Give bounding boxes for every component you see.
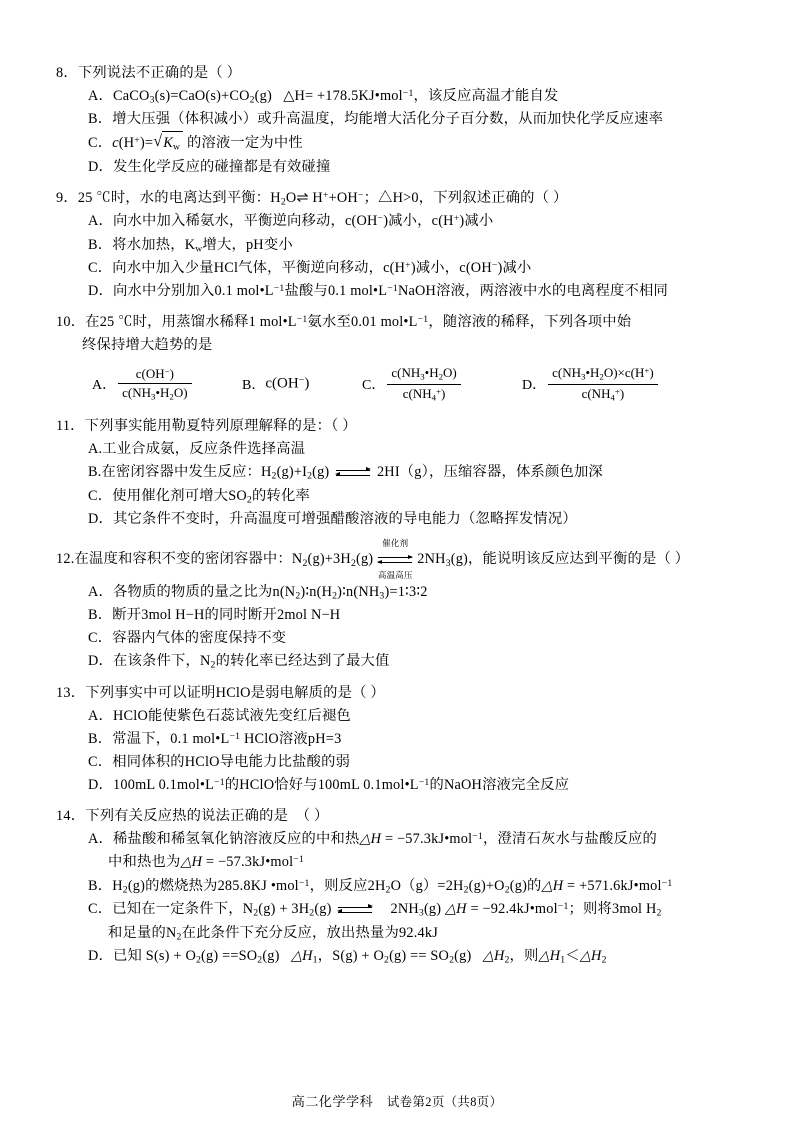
option-b-expr: c(OH−) — [265, 375, 310, 392]
option-a: A．$CaCO_3(s)=CaO(s)+CO_2(g)$ △H= +178.5KJ•mol$^{-1}$，该反应高温才能自发 — [88, 87, 559, 106]
fraction — [118, 366, 191, 403]
question-11 — [56, 415, 746, 531]
option-c — [362, 365, 522, 403]
catalyst-condition-arrow — [375, 539, 415, 581]
math-options-row — [56, 365, 746, 403]
option-a-label: A． — [92, 378, 117, 394]
option-a — [92, 366, 242, 403]
option-d: D．发生化学反应的碰撞都是有效碰撞 — [88, 158, 331, 175]
page-footer — [0, 1091, 794, 1110]
option-d: D．100mL $0.1mol•L^{-1}$的HClO恰好与100mL $0.1mol•L^{-1}$的NaOH溶液完全反应 — [88, 777, 570, 794]
option-a: A.工业合成氨，反应条件选择高温 — [88, 440, 306, 457]
option-b: B.在密闭容器中发生反应：$H_2(g)+I_2(g)$ 2HI（g），压缩容器，体系颜色加深 — [88, 464, 603, 482]
question-12 — [56, 539, 746, 674]
reversible-arrow-icon — [338, 904, 372, 916]
question-stem: 8．下列说法不正确的是（ ） — [56, 65, 242, 81]
option-b: B．常温下，0.1 $mol•L^{-1}$ HClO溶液pH=3 — [88, 730, 342, 747]
option-b: B．增大压强（体积减小）或升高温度，均能增大活化分子百分数，从而加快化学反应速率 — [88, 111, 664, 128]
fraction-denominator: $c(NH_3•H_2O)$ — [122, 384, 188, 402]
reversible-arrow-icon — [378, 554, 412, 566]
fraction-numerator: $c(NH_3•H_2O)\times c(H^+)$ — [548, 365, 658, 385]
option-d: D．向水中分别加入0.1 $mol•L^{-1}$盐酸与0.1 $mol•L^{-1}NaOH$溶液，两溶液中水的电离程度不相同 — [88, 283, 669, 300]
option-c: C．向水中加入少量HCl气体，平衡逆向移动，c(H+)减小，c(OH−)减小 — [88, 259, 532, 276]
option-d: D．已知 $S(s) + O_2(g) ==SO_2(g)$ $\triangle H_1$，$S(g) + O_2(g) == SO_2(g)$ $\triangle H_2$，则$\triangle H_1<\triangle H_2$ — [88, 947, 607, 966]
option-b: B．将水加热，$K_w$增大，pH变小 — [88, 236, 293, 255]
question-10 — [56, 311, 746, 403]
arrow-bottom-label: 高温高压 — [377, 570, 413, 581]
option-a-cont: 中和热也为△H = −57.3kJ•mol$^{-1}$ — [108, 854, 305, 871]
question-13 — [56, 682, 746, 798]
footer-page-info: 试卷第2页（共8页） — [386, 1095, 503, 1109]
question-stem-line2: 终保持增大趋势的是 — [82, 337, 213, 354]
question-stem: 9．25 ℃时，水的电离达到平衡：$H_2O\rightleftharpoons$ H++OH−；△H>0，下列叙述正确的（ ） — [56, 190, 568, 208]
fraction-denominator: $c(NH_4^+)$ — [402, 385, 446, 403]
question-stem-line1: 10．在25 ℃时，用蒸馏水稀释1 $mol•L^{-1}$氨水至0.01 $mol•L^{-1}$，随溶液的稀释，下列各项中始 — [56, 314, 632, 331]
option-b-label: B． — [242, 378, 266, 394]
option-d: D．在该条件下，$N_2$的转化率已经达到了最大值 — [88, 653, 390, 672]
option-d — [522, 365, 660, 403]
question-stem: 13．下列事实中可以证明HClO是弱电解质的是（ ） — [56, 684, 385, 701]
fraction-numerator: c(OH−) — [118, 366, 191, 384]
option-b: B．断开3mol H−H的同时断开2mol N−H — [88, 607, 341, 624]
option-c: C．相同体积的HClO导电能力比盐酸的弱 — [88, 754, 351, 771]
option-c: C．c(H+)= √ $K_w$ 的溶液一定为中性 — [56, 131, 746, 155]
option-c: C．容器内气体的密度保持不变 — [88, 630, 287, 647]
question-stem: 11．下列事实能用勒夏特列原理解释的是：（ ） — [56, 418, 357, 435]
option-c-cont: 和足量的$N_2$在此条件下充分反应，放出热量为92.4kJ — [108, 924, 438, 943]
option-d-label: D． — [522, 378, 547, 394]
option-b: B．$H_2(g)$的燃烧热为285.8KJ •mol$^{-1}$，则反应$2H_2O(g)=2H_2(g)+O_2(g)$的△H = +571.6kJ•mol$^{-1}$ — [88, 877, 673, 896]
question-stem: 12.在温度和容积不变的密闭容器中：$N_2(g)+3H_2(g)$ 催化剂 高温高压 $2NH_3(g)$，能说明该反应达到平衡的是（ ） — [56, 538, 690, 581]
question-stem: 14．下列有关反应热的说法正确的是 （ ） — [56, 808, 329, 825]
option-c: C．使用催化剂可增大$SO_2$的转化率 — [88, 487, 310, 506]
option-a: A．各物质的物质的量之比为$n(N_2)∶n(H_2)∶n(NH_3)=1∶3∶2$ — [88, 583, 428, 602]
fraction-numerator: $c(NH_3•H_2O)$ — [387, 365, 460, 385]
option-a: A．HClO能使紫色石蕊试液先变红后褪色 — [88, 707, 351, 724]
option-a: A．向水中加入稀氨水，平衡逆向移动，c(OH−)减小，c(H+)减小 — [88, 213, 494, 230]
fraction — [387, 365, 460, 403]
arrow-top-label: 催化剂 — [382, 538, 409, 549]
fraction — [548, 365, 658, 403]
option-d: D．其它条件不变时，升高温度可增强醋酸溶液的导电能力（忽略挥发情况） — [88, 511, 577, 527]
option-c-label: C． — [362, 378, 386, 394]
fraction-denominator: $c(NH_4^+)$ — [581, 385, 625, 403]
question-9 — [56, 187, 746, 303]
question-14 — [56, 805, 746, 968]
option-a: A．稀盐酸和稀氢氧化钠溶液反应的中和热△H = −57.3kJ•mol$^{-1}$，澄清石灰水与盐酸反应的 — [88, 831, 657, 848]
footer-subject: 高二化学学科 — [291, 1094, 374, 1109]
option-c: C．已知在一定条件下，$N_2(g) + 3H_2(g)$ $2NH_3(g)$ △H = −92.4kJ•mol$^{-1}$；则将3mol $H_2$ — [88, 901, 662, 919]
option-b — [242, 374, 362, 394]
question-8 — [56, 62, 746, 179]
reversible-arrow-icon — [336, 467, 370, 479]
